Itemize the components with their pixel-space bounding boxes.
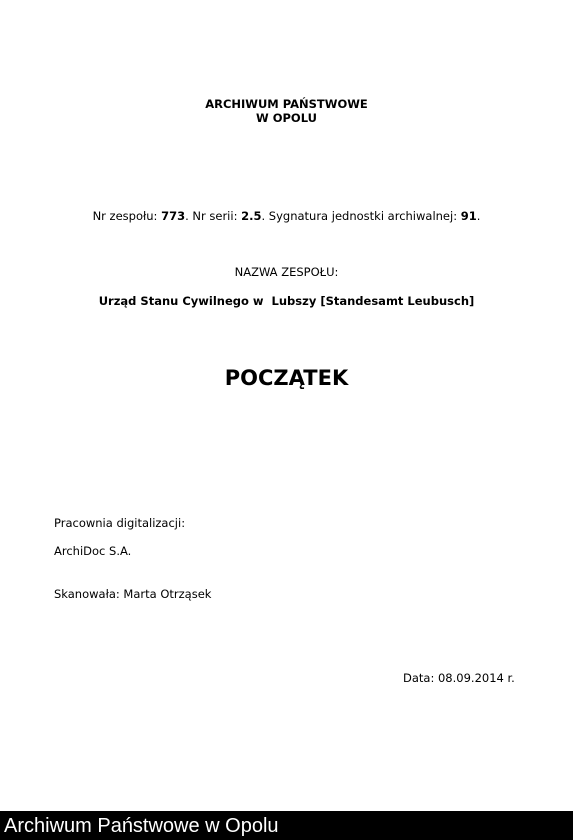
signature-number: 91: [460, 209, 477, 223]
series-number: 2.5: [241, 209, 262, 223]
identifiers-line-end: .: [476, 209, 481, 223]
scan-date-line: Data: 08.09.2014 r.: [403, 671, 515, 685]
fond-number-label: Nr zespołu:: [92, 209, 162, 223]
scanned-by-line: Skanowała: Marta Otrząsek: [54, 587, 212, 601]
archive-name-line-1: ARCHIWUM PAŃSTWOWE: [205, 97, 368, 111]
footer-watermark-text: Archiwum Państwowe w Opolu: [4, 815, 279, 837]
archive-name-line-2: W OPOLU: [256, 111, 317, 125]
unit-identifiers-line: [0, 209, 573, 223]
fond-number: 773: [161, 209, 186, 223]
digitization-lab-label: Pracownia digitalizacji:: [54, 516, 186, 530]
series-number-label: . Nr serii:: [185, 209, 242, 223]
digitization-lab-name: ArchiDoc S.A.: [54, 544, 132, 558]
section-title: POCZĄTEK: [224, 366, 349, 390]
footer-watermark-bar: [0, 811, 573, 840]
fond-name: Urząd Stanu Cywilnego w Lubszy [Standesamt Leubusch]: [98, 294, 475, 308]
signature-label: . Sygnatura jednostki archiwalnej:: [261, 209, 461, 223]
fond-name-label: NAZWA ZESPOŁU:: [234, 265, 339, 279]
